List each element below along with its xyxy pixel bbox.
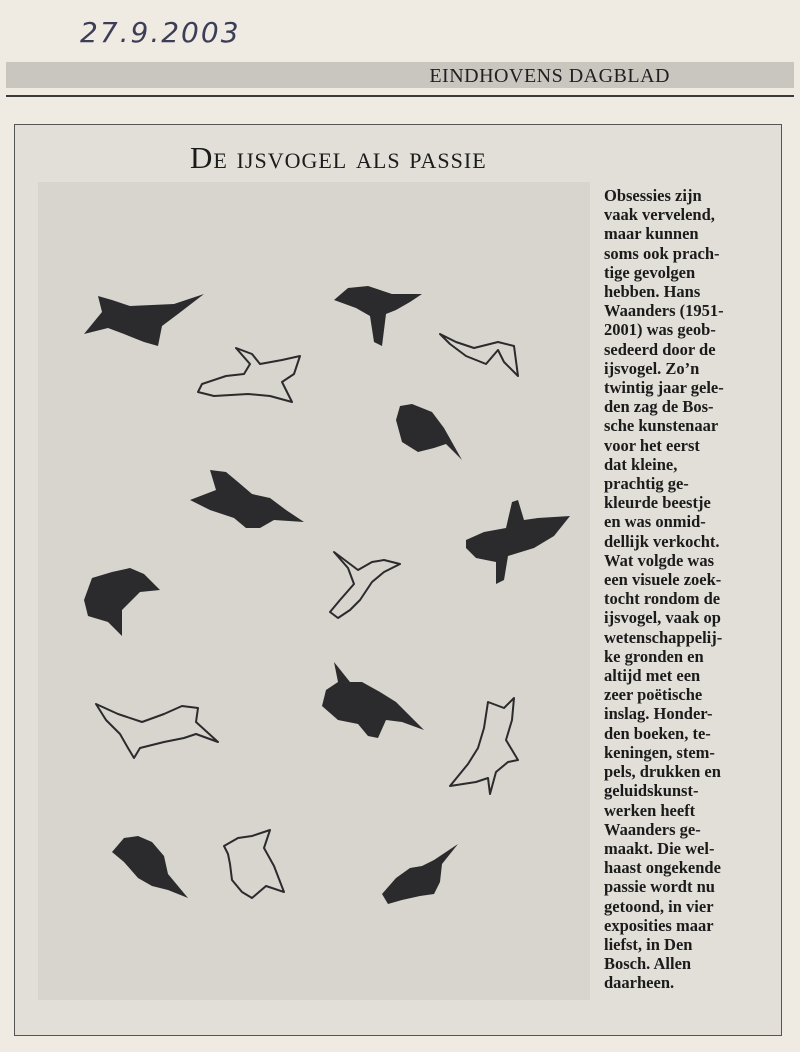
body-line: prachtig ge- — [604, 474, 689, 494]
body-line: altijd met een — [604, 666, 701, 686]
body-line: wetenschappelij- — [604, 627, 723, 647]
kingfisher-icon — [84, 568, 160, 636]
kingfisher-icon — [330, 552, 400, 618]
body-line: tige gevolgen — [604, 262, 696, 282]
masthead-rule — [6, 95, 794, 97]
body-line: sedeerd door de — [604, 339, 716, 359]
body-line: getoond, in vier — [604, 896, 714, 916]
kingfisher-icon — [396, 404, 462, 460]
kingfisher-icon — [466, 500, 570, 584]
body-line: pels, drukken en — [604, 762, 721, 782]
body-line: ijsvogel, vaak op — [604, 608, 721, 628]
body-line: en was onmid- — [604, 512, 706, 532]
body-line: vaak vervelend, — [604, 205, 715, 225]
body-line: inslag. Honder- — [604, 704, 713, 724]
kingfisher-artwork — [38, 182, 590, 1000]
body-line: Bosch. Allen — [604, 954, 692, 974]
kingfisher-icon — [84, 294, 204, 346]
kingfisher-icon — [382, 844, 458, 904]
body-line: een visuele zoek- — [604, 570, 722, 590]
body-line: daarheen. — [604, 973, 675, 993]
body-line: Wat volgde was — [604, 550, 715, 570]
body-line: dellijk verkocht. — [604, 531, 720, 551]
body-line: voor het eerst — [604, 435, 700, 455]
body-line: werken heeft — [604, 800, 696, 820]
handwritten-date: 27.9.2003 — [80, 16, 241, 49]
body-line: ijsvogel. Zo’n — [604, 358, 700, 378]
body-line: exposities maar — [604, 915, 714, 935]
article-body — [604, 186, 774, 993]
body-line: passie wordt nu — [604, 877, 715, 897]
body-line: keningen, stem- — [604, 742, 715, 762]
article-headline: De ijsvogel als passie — [190, 140, 487, 175]
body-line: Waanders (1951- — [604, 301, 724, 321]
kingfisher-icon — [322, 662, 424, 738]
body-line: ke gronden en — [604, 646, 704, 666]
body-line: den boeken, te- — [604, 723, 711, 743]
body-line: Obsessies zijn — [604, 186, 702, 205]
body-line: maar kunnen — [604, 224, 699, 244]
body-line: Waanders ge- — [604, 819, 701, 839]
kingfisher-icon — [450, 698, 518, 794]
body-line: maakt. Die wel- — [604, 838, 715, 858]
kingfisher-icon — [440, 334, 518, 376]
body-line: kleurde beestje — [604, 493, 711, 513]
body-line: 2001) was geob- — [604, 320, 716, 340]
body-line: hebben. Hans — [604, 282, 701, 302]
kingfisher-icon — [224, 830, 284, 898]
body-line: soms ook prach- — [604, 243, 720, 263]
body-line: tocht rondom de — [604, 589, 721, 609]
body-line: den zag de Bos- — [604, 397, 714, 417]
body-line: dat kleine, — [604, 454, 678, 474]
kingfisher-icon — [198, 348, 300, 402]
kingfisher-icon — [190, 470, 304, 528]
kingfisher-icon — [96, 704, 218, 758]
kingfisher-icon — [112, 836, 188, 898]
body-line: liefst, in Den — [604, 934, 693, 954]
body-line: haast ongekende — [604, 858, 721, 878]
newspaper-name: EINDHOVENS DAGBLAD — [429, 65, 670, 87]
body-line: twintig jaar gele- — [604, 378, 724, 398]
body-line: zeer poëtische — [604, 685, 703, 705]
masthead-bar — [6, 62, 794, 88]
kingfisher-icon — [334, 286, 422, 346]
kingfisher-silhouettes — [38, 182, 590, 1000]
body-line: geluidskunst- — [604, 781, 699, 801]
body-line: sche kunstenaar — [604, 416, 719, 436]
